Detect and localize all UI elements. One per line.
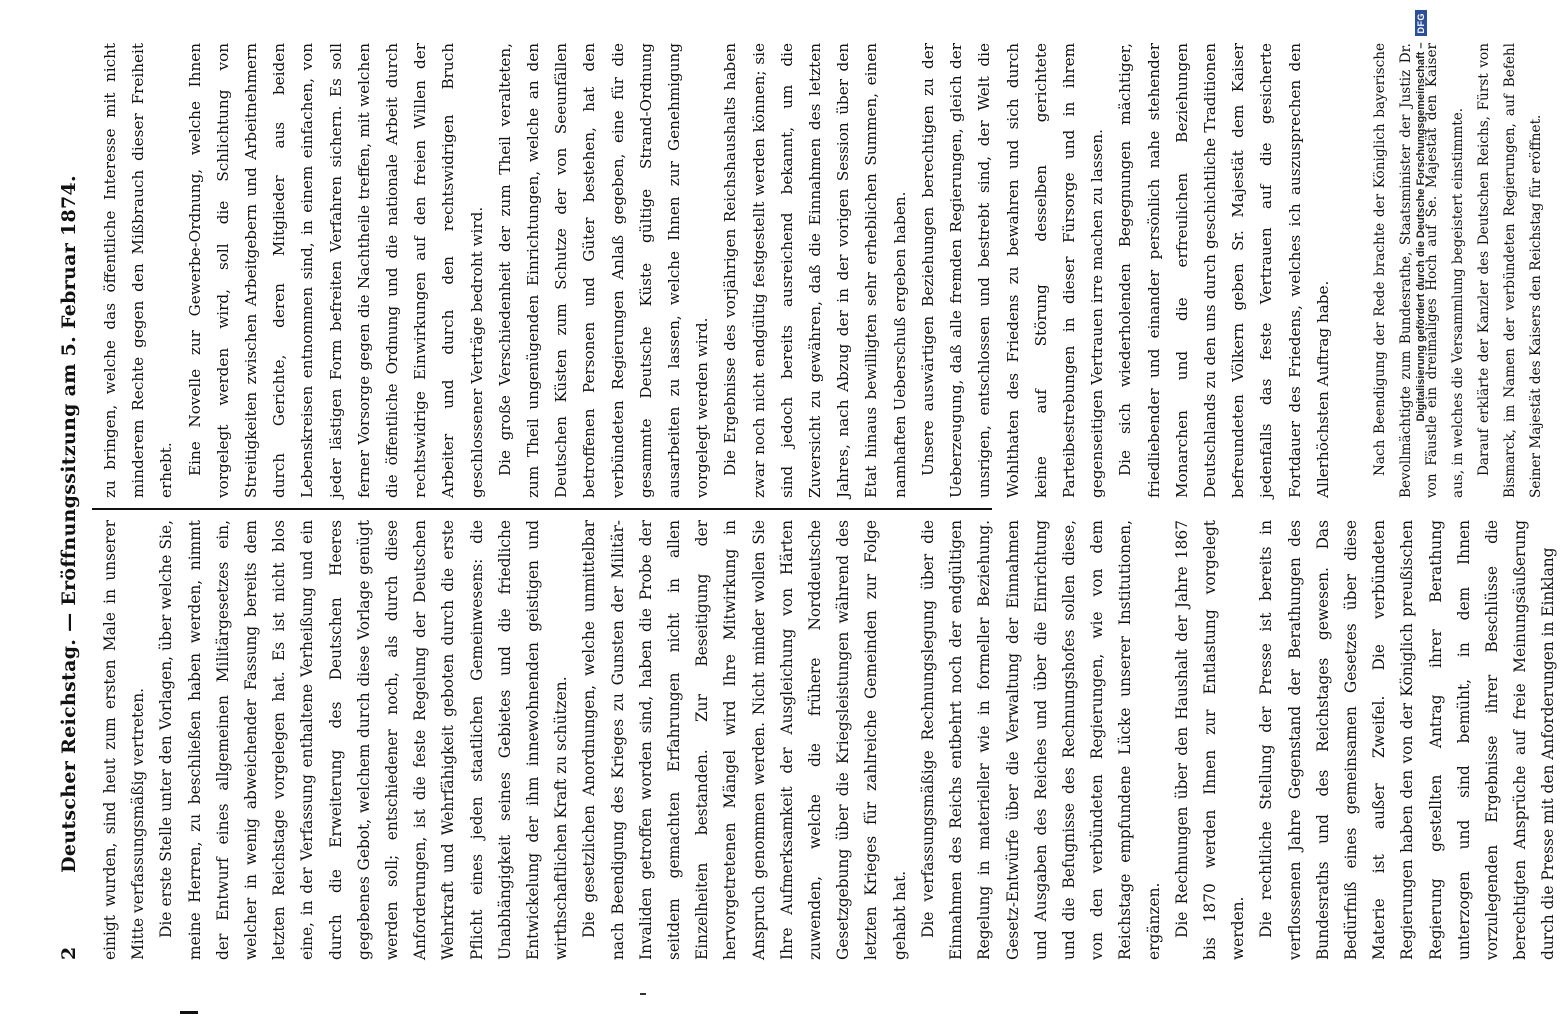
margin-credit bbox=[1410, 10, 1432, 1000]
column-divider bbox=[92, 508, 992, 510]
credit-label: Digitalisierung gefördert durch die Deutsche Forschungsgemeinschaft – bbox=[1415, 42, 1427, 422]
left-column bbox=[96, 520, 1563, 960]
paragraph: Die gesetzlichen Anordnungen, welche unmittelbar nach Beendigung des Krieges zu Gunsten der Militär-Invaliden getroffen worden sind, haben die Probe der seitdem gemachten Erfahrungen nicht in allen Einzelheiten bestanden. Zur Beseitigung der hervorgetretenen Mängel wird Ihre Mitwirkung in Anspruch genommen werden. Nicht minder wollen Sie Ihre Aufmerksamkeit der Ausgleichung von Härten zuwenden, welche die frühere Norddeutsche Gesetzgebung über die Kriegsleistungen während des letzten Krieges für zahlreiche Gemeinden zur Folge gehabt hat. bbox=[580, 520, 909, 960]
page-title: Deutscher Reichstag. — Eröffnungssitzung am 5. Februar 1874. bbox=[58, 175, 80, 873]
paragraph: Die Ergebnisse des vorjährigen Reichshaushalts haben zwar noch nicht endgültig festgestellt werden können; sie sind jedoch bereits ausreichend bekannt, um die Zuversicht zu gewähren, daß die Einnahmen des letzten Jahres, nach Abzug der in der vorigen Session über den Etat hinaus bewilligten sehr erheblichen Summen, einen namhaften Ueberschuß ergeben haben. bbox=[721, 43, 909, 498]
paragraph: Die große Verschiedenheit der zum Theil veralteten, zum Theil ungenügenden Einrichtungen, welche an den Deutschen Küsten zum Schutze der von Seeunfällen betroffenen Personen und Güter bestehen, hat den verbündeten Regierungen Anlaß gegeben, eine für die gesammte Deutsche Küste gültige Strand-Ordnung ausarbeiten zu lassen, welche Ihnen zur Genehmigung vorgelegt werden wird. bbox=[495, 43, 712, 498]
page-header bbox=[58, 88, 84, 960]
paragraph: Nach Beendigung der Rede brachte der Königlich bayerische Bevollmächtigte zum Bundesrathe, Staatsminister der Justiz Dr. von Fäustle ein dreimaliges Hoch auf Se. Majestät den Kaiser aus, in welches die Versammlung begeistert einstimmte. bbox=[1371, 43, 1466, 498]
scan-speck bbox=[640, 993, 646, 995]
paragraph: Die Rechnungen über den Haushalt der Jahre 1867 bis 1870 werden Ihnen zur Entlastung vorgelegt werden. bbox=[1172, 520, 1248, 960]
paragraph: Die erste Stelle unter den Vorlagen, über welche Sie, meine Herren, zu beschließen haben werden, nimmt der Entwurf eines allgemeinen Militärgesetzes ein, welcher in wenig abweichender Fassung bereits dem letzten Reichstage vorgelegen hat. Es ist nicht blos eine, in der Verfassung enthaltene Verheißung und ein durch die Erweiterung des Deutschen Heeres gegebenes Gebot, welchem durch diese Vorlage genügt werden soll; entschiedener noch, als durch diese Anforderungen, ist die feste Regelung der Deutschen Wehrkraft und Wehrfähigkeit geboten durch die erste Pflicht eines jeden staatlichen Gemeinwesens: die Unabhängigkeit seines Gebietes und die friedliche Entwickelung der ihm innewohnenden geistigen und wirthschaftlichen Kraft zu schützen. bbox=[157, 520, 571, 960]
paragraph: Die sich wiederholenden Begegnungen mächtiger, friedliebender und einander persönlich nahe stehender Monarchen und die erfreulichen Beziehungen Deutschlands zu den uns durch geschichtliche Traditionen befreundeten Völkern geben Sr. Majestät dem Kaiser jedenfalls das feste Vertrauen auf die gesicherte Fortdauer des Friedens, welches ich auszusprechen den Allerhöchsten Auftrag habe. bbox=[1116, 43, 1332, 498]
paragraph: Unsere auswärtigen Beziehungen berechtigen zu der Ueberzeugung, daß alle fremden Regierungen, gleich der unsrigen, entschlossen und bestrebt sind, der Welt die Wohlthaten des Friedens zu bewahren und sich durch keine auf Störung desselben gerichtete Parteibestrebungen in dieser Fürsorge und in ihrem gegenseitigen Vertrauen irre machen zu lassen. bbox=[918, 43, 1107, 498]
dfg-badge: DFG bbox=[1415, 10, 1427, 37]
paragraph: Eine Novelle zur Gewerbe-Ordnung, welche Ihnen vorgelegt werden wird, soll die Schlichtung von Streitigkeiten zwischen Arbeitgebern und Arbeitnehmern durch Gerichte, deren Mitglieder aus beiden Lebenskreisen entnommen sind, in einem einfachen, von jeder lästigen Form befreiten Verfahren sichern. Es soll ferner Vorsorge gegen die Nachtheile treffen, mit welchen die öffentliche Ordnung und die nationale Arbeit durch rechtswidrige Einwirkungen auf den freien Willen der Arbeiter und durch den rechtswidrigen Bruch geschlossener Verträge bedroht wird. bbox=[185, 43, 486, 498]
paragraph: Die verfassungsmäßige Rechnungslegung über die Einnahmen des Reichs entbehrt noch der endgültigen Regelung in materieller wie in formeller Beziehung. Gesetz-Entwürfe über die Verwaltung der Einnahmen und Ausgaben des Reiches und über die Einrichtung und die Befugnisse des Rechnungshofes sollen diese, von den verbündeten Regierungen, wie von dem Reichstage empfundene Lücke unserer Institutionen, ergänzen. bbox=[918, 520, 1163, 960]
paragraph: zu bringen, welche das öffentliche Interesse mit nicht minderem Rechte gegen den Mißbrauch dieser Freiheit erhebt. bbox=[101, 43, 176, 498]
paragraph: Darauf erklärte der Kanzler des Deutschen Reichs, Fürst von Bismarck, im Namen der verbündeten Regierungen, auf Befehl Seiner Majestät des Kaisers den Reichstag für eröffnet. bbox=[1475, 43, 1544, 498]
page-number: 2 bbox=[58, 946, 80, 960]
paragraph: Die rechtliche Stellung der Presse ist bereits in verflossenen Jahre Gegenstand der Berathungen des Bundesraths und des Reichstages gewesen. Das Bedürfniß eines gemeinsamen Gesetzes über diese Materie ist außer Zweifel. Die verbündeten Regierungen haben den von der Königlich preußischen Regierung gestellten Antrag ihrer Berathung unterzogen und sind bemüht, in dem Ihnen vorzulegenden Ergebnisse ihrer Beschlüsse die berechtigten Ansprüche auf freie Meinungsäußerung durch die Presse mit den Anforderungen in Einklang bbox=[1257, 520, 1558, 960]
section-gap bbox=[1337, 43, 1367, 498]
margin-credit-text bbox=[1410, 10, 1432, 1000]
right-column bbox=[96, 43, 1549, 498]
paragraph: einigt wurden, sind heut zum ersten Male in unserer Mitte verfassungsmäßig vertreten. bbox=[101, 520, 148, 960]
